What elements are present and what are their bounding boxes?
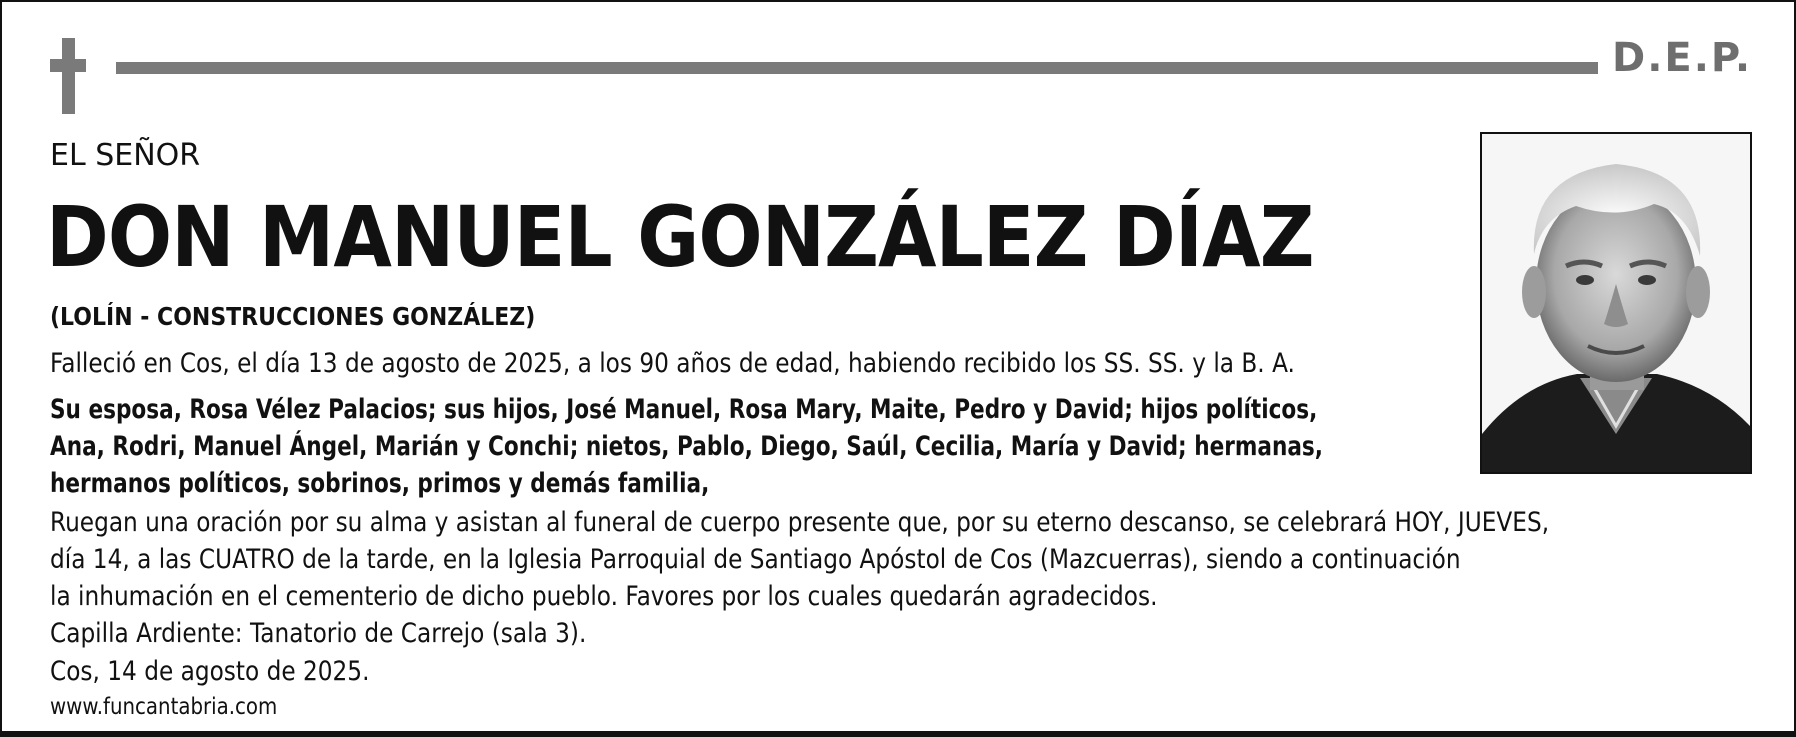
family-line: Ana, Rodri, Manuel Ángel, Marián y Conchi; nietos, Pablo, Diego, Saúl, Cecilia, María y David; hermanas, <box>50 431 1323 462</box>
family-line: hermanos políticos, sobrinos, primos y demás familia, <box>50 468 710 499</box>
ceremony-line: Ruegan una oración por su alma y asistan al funeral de cuerpo presente que, por su eterno descanso, se celebrará HOY, JUEVES, <box>50 507 1550 538</box>
place-date: Cos, 14 de agosto de 2025. <box>50 656 370 687</box>
ceremony-line: día 14, a las CUATRO de la tarde, en la Iglesia Parroquial de Santiago Apóstol de Cos (Mazcuerras), siendo a continuación <box>50 544 1461 575</box>
header-rule <box>116 62 1598 74</box>
deceased-name: DON MANUEL GONZÁLEZ DÍAZ <box>46 188 1314 286</box>
death-details: Falleció en Cos, el día 13 de agosto de 2025, a los 90 años de edad, habiendo recibido los SS. SS. y la B. A. <box>50 348 1295 379</box>
family-line: Su esposa, Rosa Vélez Palacios; sus hijos, José Manuel, Rosa Mary, Maite, Pedro y David; hijos políticos, <box>50 394 1318 425</box>
website-link[interactable]: www.funcantabria.com <box>50 694 278 720</box>
chapel-info: Capilla Ardiente: Tanatorio de Carrejo (sala 3). <box>50 618 587 649</box>
dep-label: D.E.P. <box>1612 35 1753 81</box>
portrait-photo <box>1480 132 1752 474</box>
deceased-alias: (LOLÍN - CONSTRUCCIONES GONZÁLEZ) <box>50 302 536 331</box>
cross-icon <box>50 38 86 114</box>
title-prefix: EL SEÑOR <box>50 138 201 173</box>
ceremony-line: la inhumación en el cementerio de dicho pueblo. Favores por los cuales quedarán agradecidos. <box>50 581 1158 612</box>
portrait-photo-icon <box>1482 134 1750 472</box>
